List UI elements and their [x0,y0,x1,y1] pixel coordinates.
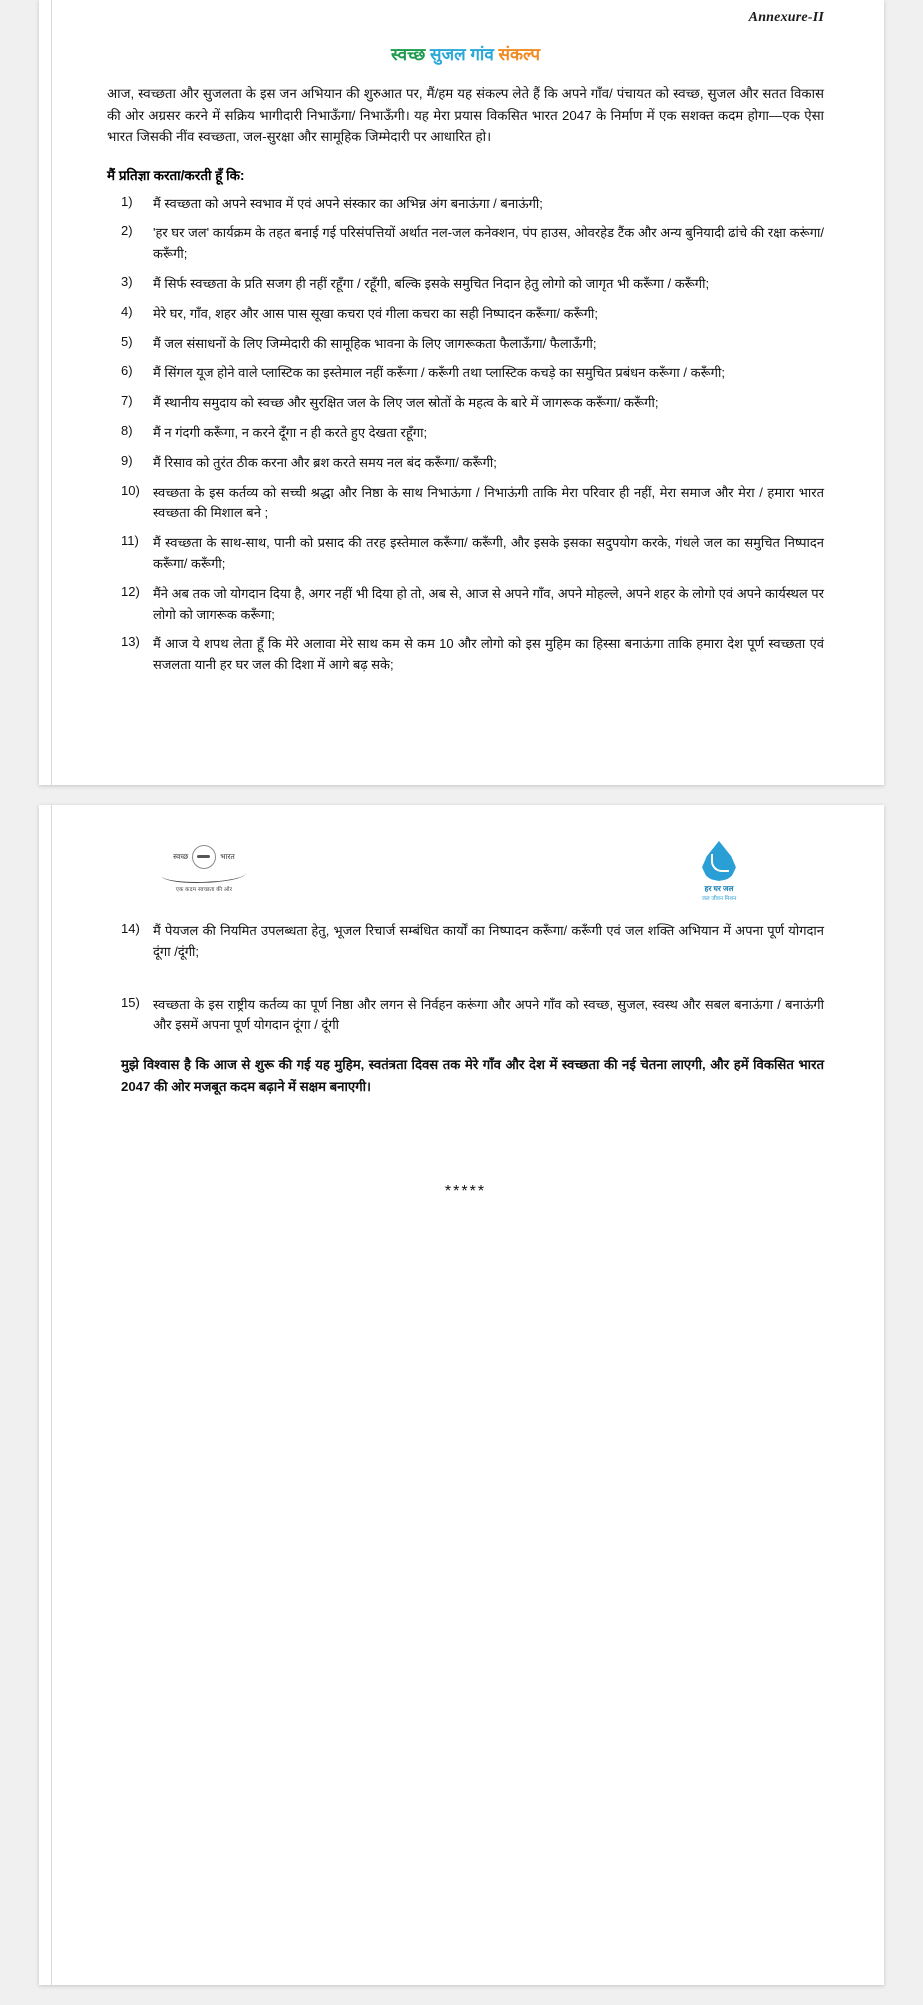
page2-header [107,845,824,907]
list-item-text: मैं आज ये शपथ लेता हूँ कि मेरे अलावा मेरे साथ कम से कम 10 और लोगो को इस मुहिम का हिस्सा बनाऊंगा ताकि हमारा देश पूर्ण स्वच्छता एवं सजलता यानी हर घर जल की दिशा में आगे बढ़ सके; [153,636,824,673]
list-item-text: मैं रिसाव को तुरंत ठीक करना और ब्रश करते समय नल बंद करूँगा/ करूँगी; [153,454,497,470]
list-item [107,274,824,295]
list-item-text: स्वच्छता के इस राष्ट्रीय कर्तव्य का पूर्ण निष्ठा और लगन से निर्वहन करूंगा और अपने गाँव को स्वच्छ, सुजल, स्वस्थ और सबल बनाऊंगा / बनाऊंगी और इसमें अपना पूर्ण योगदान दूंगा / दूंगी [153,996,824,1033]
title-part-swachh: स्वच्छ [391,45,426,64]
list-item-number: 2) [121,223,133,239]
logo-right-line1: हर घर जल [704,884,734,893]
list-item-number: 1) [121,193,133,209]
page-title [107,42,824,65]
list-item-text: मैं सिर्फ स्वच्छता के प्रति सजग ही नहीं रहूँगा / रहूँगी, बल्कि इसके समुचित निदान हेतु लोगो को जागृत भी करूँगा / करूँगी; [153,275,710,291]
list-item-number: 8) [121,422,133,438]
list-item [107,423,824,444]
end-marker: ***** [444,1182,487,1200]
list-item-number: 11) [121,533,139,549]
list-item-text: मैंने अब तक जो योगदान दिया है, अगर नहीं भी दिया हो तो, अब से, आज से अपने गाँव, अपने मोहल्ले, अपने शहर के लोगो एवं अपने कार्यस्थल पर लोगो को जागरूक करूँगा; [153,585,824,622]
title-part-sujal-gaon: सुजल गांव [429,45,494,64]
logo-left-word-bharat: भारत [220,852,235,861]
water-drop-icon [702,841,736,881]
list-item-number: 4) [121,303,133,319]
list-item [107,533,824,575]
list-spacer [107,972,824,986]
list-item-number: 13) [121,634,140,650]
list-item-number: 9) [121,452,133,468]
list-item-text: मेरे घर, गाँव, शहर और आस पास सूखा कचरा एवं गीला कचरा का सही निष्पादन करूँगा/ करूँगी; [153,305,599,321]
list-item-text: 'हर घर जल' कार्यक्रम के तहत बनाई गई परिसंपत्तियों अर्थात नल-जल कनेक्शन, पंप हाउस, ओवरहेड टैंक और अन्य बुनियादी ढांचे की रक्षा करूंगा/ करूँगी; [153,225,824,262]
list-item-number: 10) [121,482,140,498]
list-item [107,483,824,525]
list-item [107,194,824,215]
list-item-text: मैं स्थानीय समुदाय को स्वच्छ और सुरक्षित जल के लिए जल स्रोतों के महत्व के बारे में जागरूक करूँगा/ करूँगी; [153,395,659,411]
list-item-text: मैं पेयजल की नियमित उपलब्धता हेतु, भूजल रिचार्ज सम्बंधित कार्यों का निष्पादन करूँगा/ करूँगी एवं जल शक्ति अभियान में अपना पूर्ण योगदान दूंगा /दूंगी; [153,923,824,959]
pledge-lead-text: मैं प्रतिज्ञा करता/करती हूँ कि: [107,167,245,183]
list-item-text: मैं सिंगल यूज होने वाले प्लास्टिक का इस्तेमाल नहीं करूँगा / करूँगी तथा प्लास्टिक कचड़े का समुचित प्रबंधन करूँगा / करूँगी; [153,365,725,381]
list-item [107,363,824,384]
annexure-label: Annexure-II [748,10,824,25]
list-item [107,334,824,355]
document-page-2 [39,805,884,1985]
list-item-text: मैं जल संसाधनों के लिए जिम्मेदारी की सामूहिक भावना के लिए जागरूकता फैलाऊँगा/ फैलाऊँगी; [153,335,597,351]
intro-paragraph: आज, स्वच्छता और सुजलता के इस जन अभियान की शुरुआत पर, मैं/हम यह संकल्प लेते हैं कि अपने गाँव/ पंचायत को स्वच्छ, सुजल और सतत विकास की ओर अग्रसर करने में सक्रिय भागीदारी निभाऊँगा/ निभाऊँगी। यह मेरा प्रयास विकसित भारत 2047 के निर्माण में एक सशक्त कदम होगा—एक ऐसा भारत जिसकी नींव स्वच्छता, जल-सुरक्षा और सामूहिक जिम्मेदारी पर आधारित हो। [107,86,824,145]
list-item-number: 12) [121,583,140,599]
pledge-list-page2 [107,921,824,1036]
list-item-number: 5) [121,333,133,349]
swachh-bharat-logo [149,845,259,893]
list-item [107,995,824,1037]
pledge-list-page1 [107,194,824,676]
list-item [107,223,824,265]
list-item-number: 6) [121,363,133,379]
list-item [107,634,824,676]
list-item-number: 3) [121,273,133,289]
list-item-text: मैं स्वच्छता को अपने स्वभाव में एवं अपने संस्कार का अभिन्न अंग बनाऊंगा / बनाऊंगी; [153,195,543,211]
list-item [107,393,824,414]
list-item [107,453,824,474]
closing-paragraph: मुझे विश्वास है कि आज से शुरू की गई यह मुहिम, स्वतंत्रता दिवस तक मेरे गाँव और देश में स्वच्छता की नई चेतना लाएगी, और हमें विकसित भारत 2047 की ओर मजबूत कदम बढ़ाने में सक्षम बनाएगी। [121,1057,824,1094]
logo-left-subtitle: एक कदम स्वच्छता की ओर [175,887,233,893]
list-item-text: स्वच्छता के इस कर्तव्य को सच्ची श्रद्धा और निष्ठा के साथ निभाऊंगा / निभाऊंगी ताकि मेरा परिवार ही नहीं, मेरा समाज और मेरा / हमारा भारत स्वच्छता की मिशाल बने ; [153,484,824,521]
jal-jeevan-mission-logo [674,841,764,902]
list-item-number: 14) [121,921,140,936]
document-page-1 [39,0,884,785]
logo-right-line2: जल जीवन मिशन [701,896,737,902]
list-item-text: मैं स्वच्छता के साथ-साथ, पानी को प्रसाद की तरह इस्तेमाल करूँगा/ करूँगी, और इसके इसका सदुपयोग करके, गंधले जल का समुचित निष्पादन करूँगा/ करूँगी; [153,535,824,571]
list-item-text: मैं न गंदगी करूँगा, न करने दूँगा न ही करते हुए देखता रहूँगा; [153,424,428,440]
logo-left-word-swachh: स्वच्छ [173,852,189,861]
list-item [107,921,824,963]
list-item-number: 7) [121,393,133,409]
title-part-sankalp: संकल्प [498,45,540,64]
list-item-number: 15) [121,994,140,1010]
list-item [107,584,824,626]
list-item [107,304,824,325]
